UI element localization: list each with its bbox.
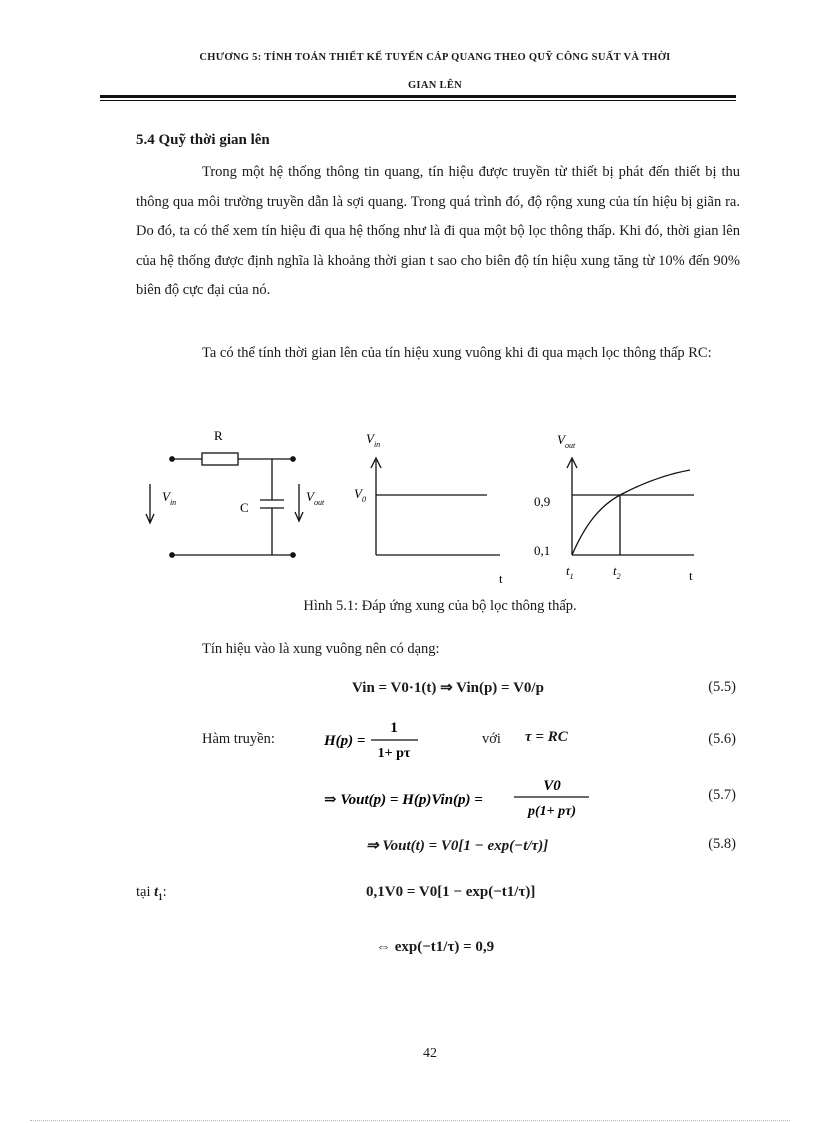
svg-text:1+ pτ: 1+ pτ	[377, 746, 411, 761]
bottom-divider	[30, 1120, 790, 1121]
section-title: 5.4 Quỹ thời gian lên	[136, 132, 270, 148]
resistor-label: R	[214, 428, 223, 443]
equation-5-7	[324, 773, 594, 825]
output-low-label: 0,1	[534, 543, 551, 558]
with-label: với	[482, 731, 501, 747]
equation-5-6	[324, 712, 444, 762]
equation-5-8-number: (5.8)	[708, 836, 736, 852]
svg-text:p(1+ pτ): p(1+ pτ)	[527, 804, 577, 819]
page-number: 42	[423, 1046, 437, 1061]
equation-5-7-number: (5.7)	[708, 787, 736, 803]
paragraph-1: Trong một hệ thống thông tin quang, tín hiệu được truyền từ thiết bị phát đến thiết bị thu thông qua môi trường truyền dẫn là sợi quang. Trong quá trình đó, độ rộng xung của tín hiệu bị giãn ra. Do đó, ta có thể xem tín hiệu đi qua hệ thống như là đi qua một bộ lọc thông thấp. Khi đó, thời gian lên của hệ thống được định nghĩa là khoảng thời gian t sao cho biên độ tín hiệu xung tăng từ 10% đến 90% biên độ cực đại của nó.	[136, 164, 740, 298]
svg-text:H(p) =: H(p) =	[324, 733, 366, 749]
input-xlabel: t	[499, 571, 503, 586]
capacitor-label: C	[240, 500, 249, 515]
circuit-vout-label: $V_{out}$	[306, 489, 325, 507]
svg-text:1: 1	[390, 720, 398, 736]
equation-5-6-number: (5.6)	[708, 731, 736, 747]
equation-at-t1: 0,1V0 = V0[1 − exp(−t1/τ)]	[366, 884, 536, 900]
circuit-vin-label: $V_{in}$	[162, 489, 177, 507]
equation-equivalence: ⇔ exp(−t1/τ) = 0,9	[376, 939, 495, 955]
equations-intro: Tín hiệu vào là xung vuông nên có dạng:	[202, 641, 440, 657]
svg-text:V0: V0	[543, 778, 561, 794]
header-line-1: CHƯƠNG 5: TÍNH TOÁN THIẾT KẾ TUYẾN CÁP QUANG THEO QUỸ CÔNG SUẤT VÀ THỜI	[199, 52, 671, 63]
output-ylabel: $V_{out}$	[557, 432, 576, 450]
output-xlabel: t	[689, 568, 693, 583]
header-line-2: GIAN LÊN	[407, 80, 463, 91]
equation-5-5-number: (5.5)	[708, 679, 736, 695]
input-ylabel: $V_{in}$	[366, 431, 381, 449]
svg-text:⇒ Vout(p) = H(p)Vin(p) =: ⇒ Vout(p) = H(p)Vin(p) =	[324, 792, 483, 808]
resistor	[202, 453, 238, 465]
equation-5-5: Vin = V0·1(t) ⇒ Vin(p) = V0/p	[352, 680, 544, 696]
input-level-label: $V_0$	[354, 486, 366, 504]
tau-definition: τ = RC	[525, 729, 568, 745]
at-t1-label: tại $t_1$:	[136, 884, 167, 902]
output-plot-axes	[567, 458, 694, 555]
t1-label: $t_1$	[566, 563, 574, 581]
output-high-label: 0,9	[534, 494, 551, 509]
transfer-function-label: Hàm truyền:	[202, 731, 275, 747]
output-response-curve	[572, 470, 690, 555]
paragraph-2: Ta có thể tính thời gian lên của tín hiệu xung vuông khi đi qua mạch lọc thông thấp RC:	[202, 345, 712, 361]
t2-label: $t_2$	[613, 563, 621, 581]
input-plot-axes	[371, 458, 500, 555]
figure-caption: Hình 5.1: Đáp ứng xung của bộ lọc thông thấp.	[303, 598, 577, 614]
equation-5-8: ⇒ Vout(t) = V0[1 − exp(−t/τ)]	[366, 838, 549, 854]
